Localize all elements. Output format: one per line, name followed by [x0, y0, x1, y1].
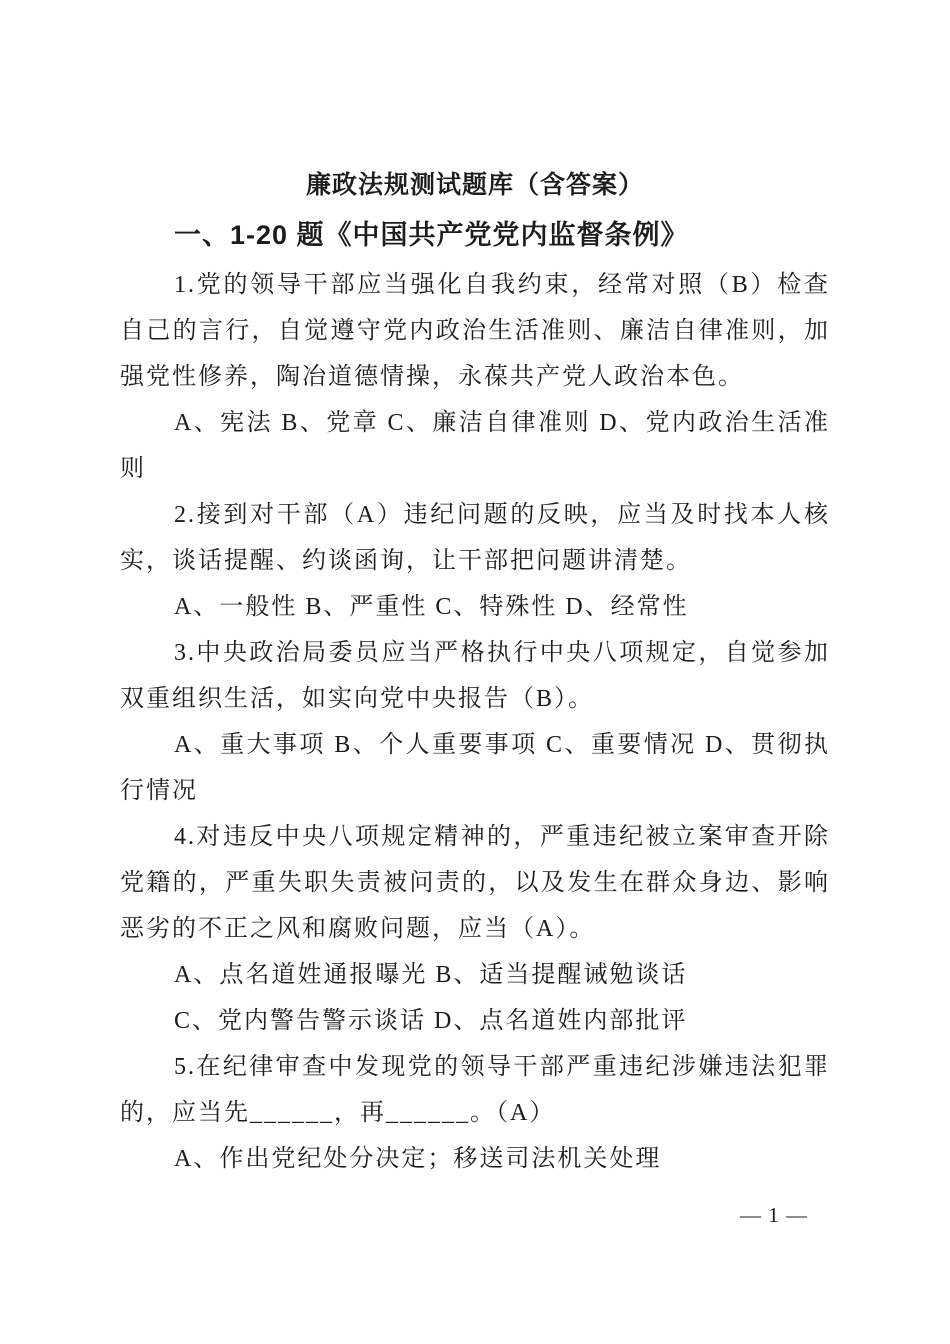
question-2-text: 2.接到对干部（A）违纪问题的反映，应当及时找本人核实，谈话提醒、约谈函询，让干部把问题讲清楚。	[120, 502, 830, 574]
question-3-options: A、重大事项 B、个人重要事项 C、重要情况 D、贯彻执行情况	[120, 732, 830, 804]
document-title: 廉政法规测试题库（含答案）	[305, 172, 644, 199]
question-3-text: 3.中央政治局委员应当严格执行中央八项规定，自觉参加双重组织生活，如实向党中央报告（B）。	[120, 640, 830, 712]
question-1-options: A、宪法 B、党章 C、廉洁自律准则 D、党内政治生活准则	[120, 410, 830, 482]
question-4-options-ab: A、点名道姓通报曝光 B、适当提醒诫勉谈话	[174, 962, 688, 988]
question-5-text: 5.在纪律审查中发现党的领导干部严重违纪涉嫌违法犯罪的，应当先______，再______。（A）	[120, 1054, 830, 1126]
question-4-options-cd: C、党内警告警示谈话 D、点名道姓内部批评	[174, 1008, 688, 1034]
page-number: — 1 —	[740, 1203, 808, 1227]
section-heading: 一、1-20 题《中国共产党党内监督条例》	[174, 220, 689, 250]
question-5-options: A、作出党纪处分决定；移送司法机关处理	[174, 1146, 662, 1172]
question-1-text: 1.党的领导干部应当强化自我约束，经常对照（B）检查自己的言行，自觉遵守党内政治生活准则、廉洁自律准则，加强党性修养，陶冶道德情操，永葆共产党人政治本色。	[120, 272, 830, 390]
question-4-text: 4.对违反中央八项规定精神的，严重违纪被立案审查开除党籍的，严重失职失责被问责的，以及发生在群众身边、影响恶劣的不正之风和腐败问题，应当（A）。	[120, 824, 830, 942]
question-2-options: A、一般性 B、严重性 C、特殊性 D、经常性	[174, 594, 689, 620]
